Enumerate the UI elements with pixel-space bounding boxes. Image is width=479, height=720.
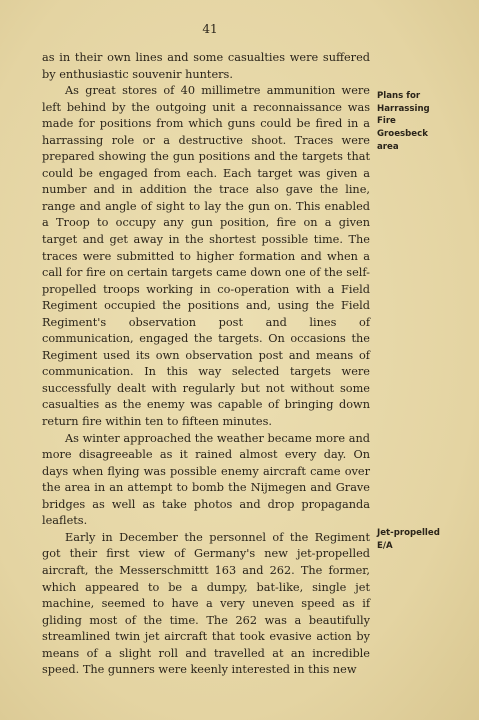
paragraph-3: As winter approached the weather became more and more disagreeable as it rained almost every day. On days when flying was possible enemy aircraft came over the area in an attempt to bomb the Nijmegen and Grave bridges as well as take photos and drop propaganda leaflets. bbox=[42, 431, 370, 528]
page-number: 41 bbox=[202, 22, 218, 36]
paragraph-4: Early in December the personnel of the Regiment got their first view of Germany's new jet-propelled aircraft, the Messerschmittt 163 and 262. The former, which appeared to be a dumpy, bat-like, single jet machine, seemed to have a very uneven speed as if gliding most of the time. The 262 was a beautifully streamlined twin jet aircraft that took evasive action by means of a slight roll and travelled at an incredible speed. The gunners were keenly interested in this new bbox=[42, 530, 370, 677]
margin-note-line: Fire bbox=[377, 116, 396, 127]
margin-note-line: Harrassing bbox=[377, 103, 430, 114]
paragraph-2: As great stores of 40 millimetre ammunition were left behind by the outgoing unit a reconnaissance was made for positions from which guns could be fired in a harrassing role or a destructive shoot. Traces were prepared showing the gun positions and the targets that could be engaged from each. Each target was given a number and in addition the trace also gave the line, range and angle of sight to lay the gun on. This enabled a Troop to occupy any gun position, fire on a given target and get away in the shortest possible time. The traces were submitted to higher formation and when a call for fire on certain targets came down one of the self-propelled troops working in co-operation with a Field Regiment occupied the positions and, using the Field Regiment's observation post and lines of communication, engaged the targets. On occasions the Regiment used its own observation post and means of communication. In this way selected targets were successfully dealt with regularly but not without some casualties as the enemy was capable of bringing down return fire within ten to fifteen minutes. bbox=[42, 84, 370, 429]
body-text bbox=[42, 50, 370, 679]
margin-note-line: area bbox=[377, 141, 399, 152]
margin-note-jet-propelled bbox=[377, 527, 467, 552]
margin-note-line: Plans for bbox=[377, 91, 421, 101]
margin-note-line: Jet-propelled bbox=[377, 528, 440, 538]
margin-note-harrassing-fire bbox=[377, 90, 467, 154]
paragraph-1: as in their own lines and some casualties were suffered by enthusiastic souvenir hunters. bbox=[42, 51, 370, 81]
margin-note-line: E/A bbox=[377, 540, 393, 551]
margin-note-line: Groesbeck bbox=[377, 129, 428, 140]
